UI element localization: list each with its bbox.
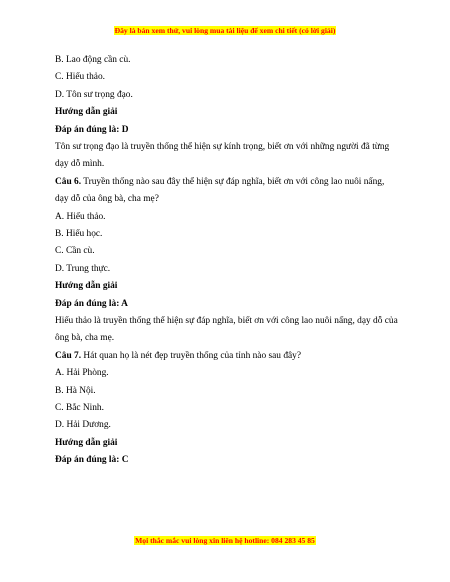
line-text: Hướng dẫn giải [55,437,118,448]
text-line [55,87,400,104]
preview-notice-text: Đây là bản xem thử, vui lòng mua tài liệu để xem chi tiết (có lời giải) [114,26,336,35]
line-text: Hiếu thảo là truyền thống thể hiện sự đáp nghĩa, biết ơn với công lao nuôi nấng, dạy dỗ của ông bà, cha mẹ. [55,315,398,344]
section-heading [55,122,400,139]
line-text: A. Hải Phòng. [55,368,109,379]
line-text: Truyền thống nào sau đây thể hiện sự đáp nghĩa, biết ơn với công lao nuôi nấng, dạy dỗ của ông bà, cha mẹ? [55,176,385,205]
text-line [55,243,400,260]
text-line [55,365,400,382]
line-text: Hướng dẫn giải [55,281,118,292]
line-text: C. Cần cù. [55,246,95,257]
line-text: Đáp án đúng là: C [55,455,129,466]
line-text: D. Trung thực. [55,263,111,274]
hotline-banner [0,536,450,546]
line-text: Hướng dẫn giải [55,107,118,118]
question-number: Câu 7. [55,350,82,361]
text-line [55,400,400,417]
line-text: Hát quan họ là nét đẹp truyền thống của tỉnh nào sau đây? [81,350,302,361]
document-body [55,52,400,469]
text-line [55,69,400,86]
text-line [55,383,400,400]
line-text: C. Hiếu thảo. [55,72,105,83]
question-line [55,174,400,209]
section-heading [55,278,400,295]
line-text: Tôn sư trọng đạo là truyền thống thể hiện sự kính trọng, biết ơn với những người đã từng dạy dỗ mình. [55,141,390,170]
section-heading [55,104,400,121]
question-line [55,348,400,365]
question-number: Câu 6. [55,176,82,187]
section-heading [55,452,400,469]
preview-notice-banner [0,26,450,36]
line-text: Đáp án đúng là: D [55,124,129,135]
line-text: D. Hải Dương. [55,420,111,431]
text-line [55,209,400,226]
text-line [55,417,400,434]
section-heading [55,296,400,313]
hotline-text: Mọi thắc mắc vui lòng xin liên hệ hotline: 084 283 45 85 [135,536,315,545]
line-text: Đáp án đúng là: A [55,298,128,309]
line-text: A. Hiếu thảo. [55,211,106,222]
text-line [55,52,400,69]
line-text: B. Hiếu học. [55,228,103,239]
line-text: C. Bắc Ninh. [55,402,104,413]
text-line [55,313,400,348]
line-text: B. Lao động cần cù. [55,55,131,65]
line-text: B. Hà Nội. [55,385,96,396]
text-line [55,226,400,243]
text-line [55,139,400,174]
text-line [55,261,400,278]
section-heading [55,435,400,452]
line-text: D. Tôn sư trọng đạo. [55,89,133,100]
